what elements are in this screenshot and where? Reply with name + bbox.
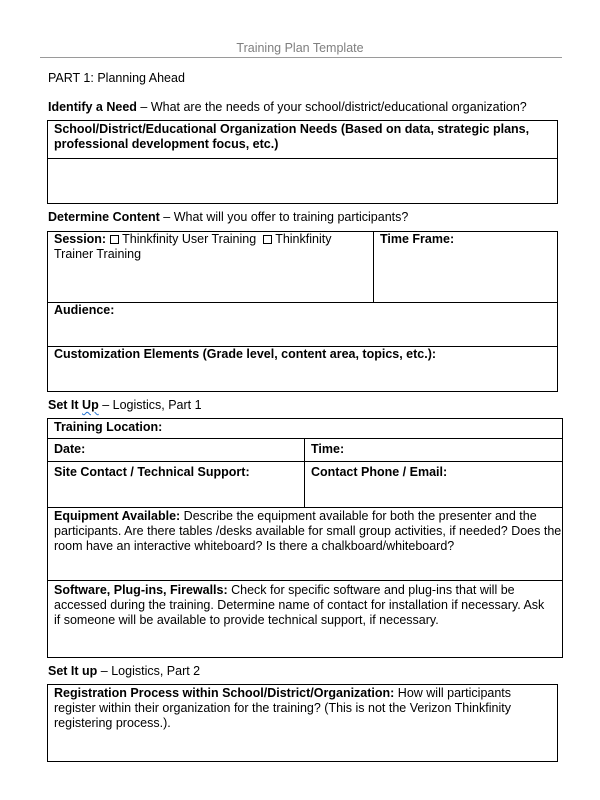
determine-content-heading [48, 210, 408, 225]
user-training-option: Thinkfinity User Training [122, 232, 257, 246]
trainer-training-option-b: Trainer Training [54, 247, 142, 261]
document-title: Training Plan Template [236, 41, 364, 55]
trainer-training-checkbox[interactable] [263, 235, 272, 244]
trainer-training-option-a: Thinkfinity [275, 232, 332, 246]
logistics1-row-divider-3 [47, 507, 563, 508]
training-location-label: Training Location: [54, 420, 163, 434]
time-label: Time: [311, 442, 345, 456]
session-label: Session: [54, 232, 107, 246]
determine-content-desc: – What will you offer to training participants? [159, 210, 409, 224]
logistics1-row-divider-1 [47, 438, 563, 439]
logistics1-label-a: Set It [48, 398, 83, 412]
content-col-divider [373, 231, 374, 303]
part1-heading: PART 1: Planning Ahead [48, 71, 185, 85]
session-cell [54, 232, 369, 262]
logistics2-heading [48, 664, 200, 679]
audience-label: Audience: [54, 303, 115, 317]
logistics1-label-b: Up [82, 398, 99, 412]
title-rule [40, 57, 562, 58]
registration-cell [54, 686, 544, 731]
needs-box-label: School/District/Educational Organization Needs (Based on data, strategic plans, professional development focus, etc.) [54, 122, 530, 151]
equipment-label: Equipment Available: [54, 509, 181, 523]
user-training-checkbox[interactable] [110, 235, 119, 244]
content-row-divider-1 [47, 302, 558, 303]
needs-box-divider [47, 158, 558, 159]
registration-label: Registration Process within School/District/Organization: [54, 686, 395, 700]
identify-need-desc: – What are the needs of your school/district/educational organization? [136, 100, 527, 114]
time-frame-label: Time Frame: [380, 232, 455, 246]
equipment-cell [54, 509, 562, 554]
customization-label: Customization Elements (Grade level, content area, topics, etc.): [54, 347, 437, 361]
software-cell [54, 583, 554, 628]
date-label: Date: [54, 442, 86, 456]
software-label: Software, Plug-ins, Firewalls: [54, 583, 228, 597]
logistics1-col-divider [304, 438, 305, 508]
logistics1-desc: – Logistics, Part 1 [98, 398, 202, 412]
logistics2-label: Set It up [48, 664, 98, 678]
determine-content-label: Determine Content [48, 210, 160, 224]
identify-need-label: Identify a Need [48, 100, 137, 114]
software-desc: Check for specific software and plug-ins that will be accessed during the training. Determine name of contact for installation if necessary. Ask if someone will be available to provide technical support, if necessary. [54, 583, 545, 627]
equipment-desc: Describe the equipment available for both the presenter and the participants. Are there tables /desks available for small group activities, if needed? Does the room have an interactive whiteboard? Is there a chalkboard/whiteboard? [54, 509, 562, 553]
logistics1-row-divider-2 [47, 461, 563, 462]
site-contact-label: Site Contact / Technical Support: [54, 465, 250, 479]
logistics1-heading [48, 398, 202, 413]
logistics2-desc: – Logistics, Part 2 [97, 664, 201, 678]
registration-desc: How will participants register within their organization for the training? (This is not the Verizon Thinkfinity registering process.). [54, 686, 512, 730]
contact-phone-label: Contact Phone / Email: [311, 465, 448, 479]
logistics1-row-divider-4 [47, 580, 563, 581]
identify-need-heading [48, 100, 527, 115]
